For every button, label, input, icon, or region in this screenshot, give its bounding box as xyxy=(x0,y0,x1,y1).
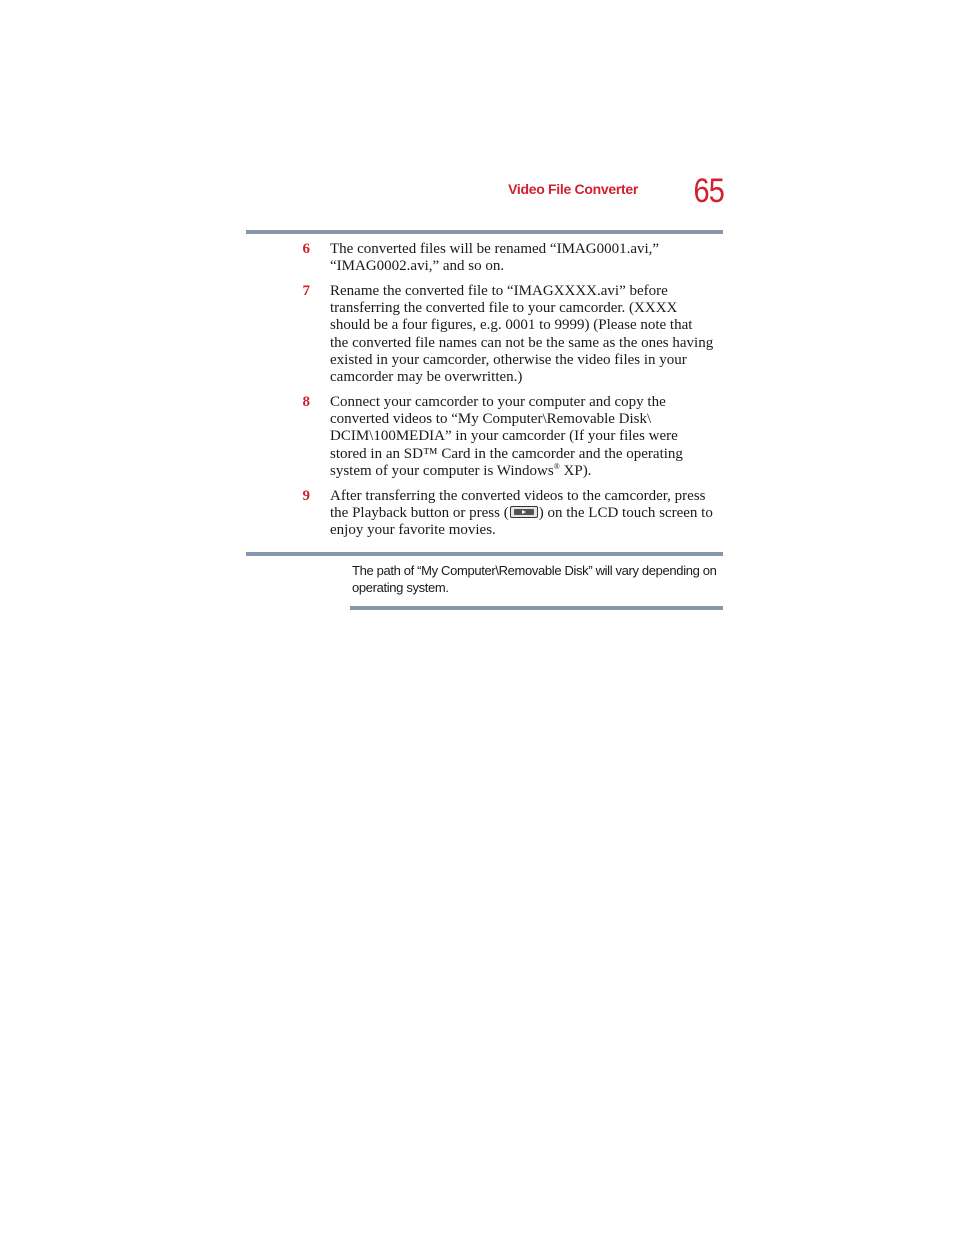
top-divider xyxy=(246,230,723,234)
step-line: DCIM\100MEDIA” in your camcorder (If your files were xyxy=(330,428,678,445)
step-text xyxy=(330,241,724,275)
step-number: 7 xyxy=(302,283,310,299)
step-line: should be a four figures, e.g. 0001 to 9999) (Please note that xyxy=(330,317,693,334)
step-text xyxy=(330,394,724,480)
step-line: stored in an SD™ Card in the camcorder and the operating xyxy=(330,445,683,462)
page-number: 65 xyxy=(693,172,724,210)
step-line: camcorder may be overwritten.) xyxy=(330,369,523,386)
note-top-divider xyxy=(246,552,723,556)
step-line: The converted files will be renamed “IMAG0001.avi,” xyxy=(330,241,660,257)
step-line-text: ) on the LCD touch screen to xyxy=(538,505,713,522)
section-title: Video File Converter xyxy=(508,181,638,197)
note-bottom-divider xyxy=(350,606,723,610)
step-line: existed in your camcorder, otherwise the video files in your xyxy=(330,351,687,368)
step-line: transferring the converted file to your camcorder. (XXXX xyxy=(330,300,678,317)
step-line-text: system of your computer is Windows xyxy=(330,462,554,479)
step-line: Connect your camcorder to your computer and copy the xyxy=(330,394,666,410)
note-text xyxy=(352,562,724,596)
step-number: 9 xyxy=(302,488,310,504)
step-number: 8 xyxy=(302,394,310,410)
note-line: The path of “My Computer\Removable Disk” will vary depending on xyxy=(352,563,717,578)
step-text xyxy=(330,283,724,386)
step-line: enjoy your favorite movies. xyxy=(330,522,496,539)
step-line-text: XP). xyxy=(559,462,592,479)
step-text xyxy=(330,488,724,540)
step-line: Rename the converted file to “IMAGXXXX.avi” before xyxy=(330,283,668,299)
note-line: operating system. xyxy=(352,580,449,595)
step-line: “IMAG0002.avi,” and so on. xyxy=(330,258,505,275)
step-line: After transferring the converted videos to the camcorder, press xyxy=(330,488,706,504)
step-line: the converted file names can not be the same as the ones having xyxy=(330,334,714,351)
step-line: converted videos to “My Computer\Removable Disk\ xyxy=(330,411,652,428)
playback-button-icon xyxy=(510,506,538,518)
step-line-text: the Playback button or press ( xyxy=(330,505,509,522)
step-line xyxy=(330,505,724,522)
step-number: 6 xyxy=(302,241,310,257)
step-line xyxy=(330,463,724,480)
registered-mark: ® xyxy=(553,461,560,471)
